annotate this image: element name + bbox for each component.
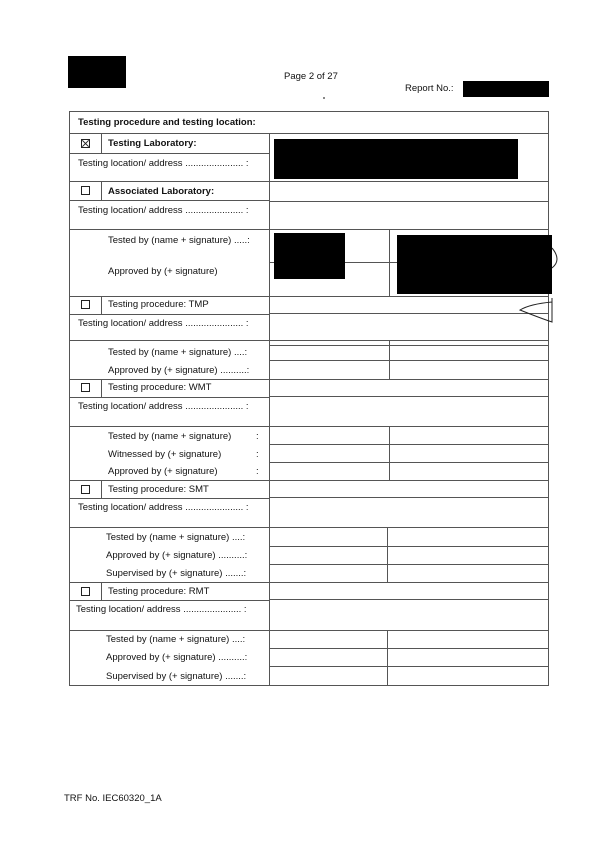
testing-laboratory-label: Testing Laboratory: [108,138,197,149]
associated-laboratory-checkbox[interactable] [81,186,90,195]
page-number: Page 2 of 27 [284,71,338,82]
wmt-label: Testing procedure: WMT [108,382,212,393]
tmp-tested-by-label: Tested by (name + signature) ....: [108,347,248,358]
wmt-approved-by-label: Approved by (+ signature) [108,466,218,477]
associated-laboratory-label: Associated Laboratory: [108,186,215,197]
tmp-location-label: Testing location/ address ...................... : [78,318,249,329]
tmp-checkbox[interactable] [81,300,90,309]
smt-approved-by-label: Approved by (+ signature) ..........: [106,550,248,561]
testing-laboratory-checkbox[interactable] [81,139,90,148]
rmt-supervised-by-label: Supervised by (+ signature) .......: [106,671,247,682]
rmt-label: Testing procedure: RMT [108,586,210,597]
testing-laboratory-location-label: Testing location/ address ...................... : [78,158,249,169]
redacted-report-no [463,81,549,97]
wmt-colon: : [256,431,259,442]
wmt-tested-by-label: Tested by (name + signature) [108,431,232,442]
rmt-checkbox[interactable] [81,587,90,596]
rmt-approved-by-label: Approved by (+ signature) ..........: [106,652,248,663]
smt-supervised-by-label: Supervised by (+ signature) .......: [106,568,247,579]
table-title: Testing procedure and testing location: [78,117,256,128]
associated-approved-by-label: Approved by (+ signature) [108,266,218,277]
associated-tested-by-label: Tested by (name + signature) .....: [108,235,250,246]
rmt-location-label: Testing location/ address ...................... : [76,604,247,615]
trf-number: TRF No. IEC60320_1A [64,793,162,804]
redacted-tester-name [274,233,345,279]
tmp-label: Testing procedure: TMP [108,299,209,310]
smt-label: Testing procedure: SMT [108,484,209,495]
wmt-witnessed-by-label: Witnessed by (+ signature) [108,449,222,460]
rmt-tested-by-label: Tested by (name + signature) ....: [106,634,246,645]
wmt-colon: : [256,449,259,460]
smt-location-label: Testing location/ address ...................... : [78,502,249,513]
redacted-lab-address [274,139,518,179]
tmp-approved-by-label: Approved by (+ signature) ..........: [108,365,250,376]
stray-mark [323,97,325,99]
smt-checkbox[interactable] [81,485,90,494]
signature-stroke [500,230,560,330]
report-no-label: Report No.: [405,83,454,94]
wmt-checkbox[interactable] [81,383,90,392]
redacted-logo [68,56,126,88]
wmt-colon: : [256,466,259,477]
wmt-location-label: Testing location/ address ...................... : [78,401,249,412]
associated-laboratory-location-label: Testing location/ address ...................... : [78,205,249,216]
smt-tested-by-label: Tested by (name + signature) ....: [106,532,246,543]
